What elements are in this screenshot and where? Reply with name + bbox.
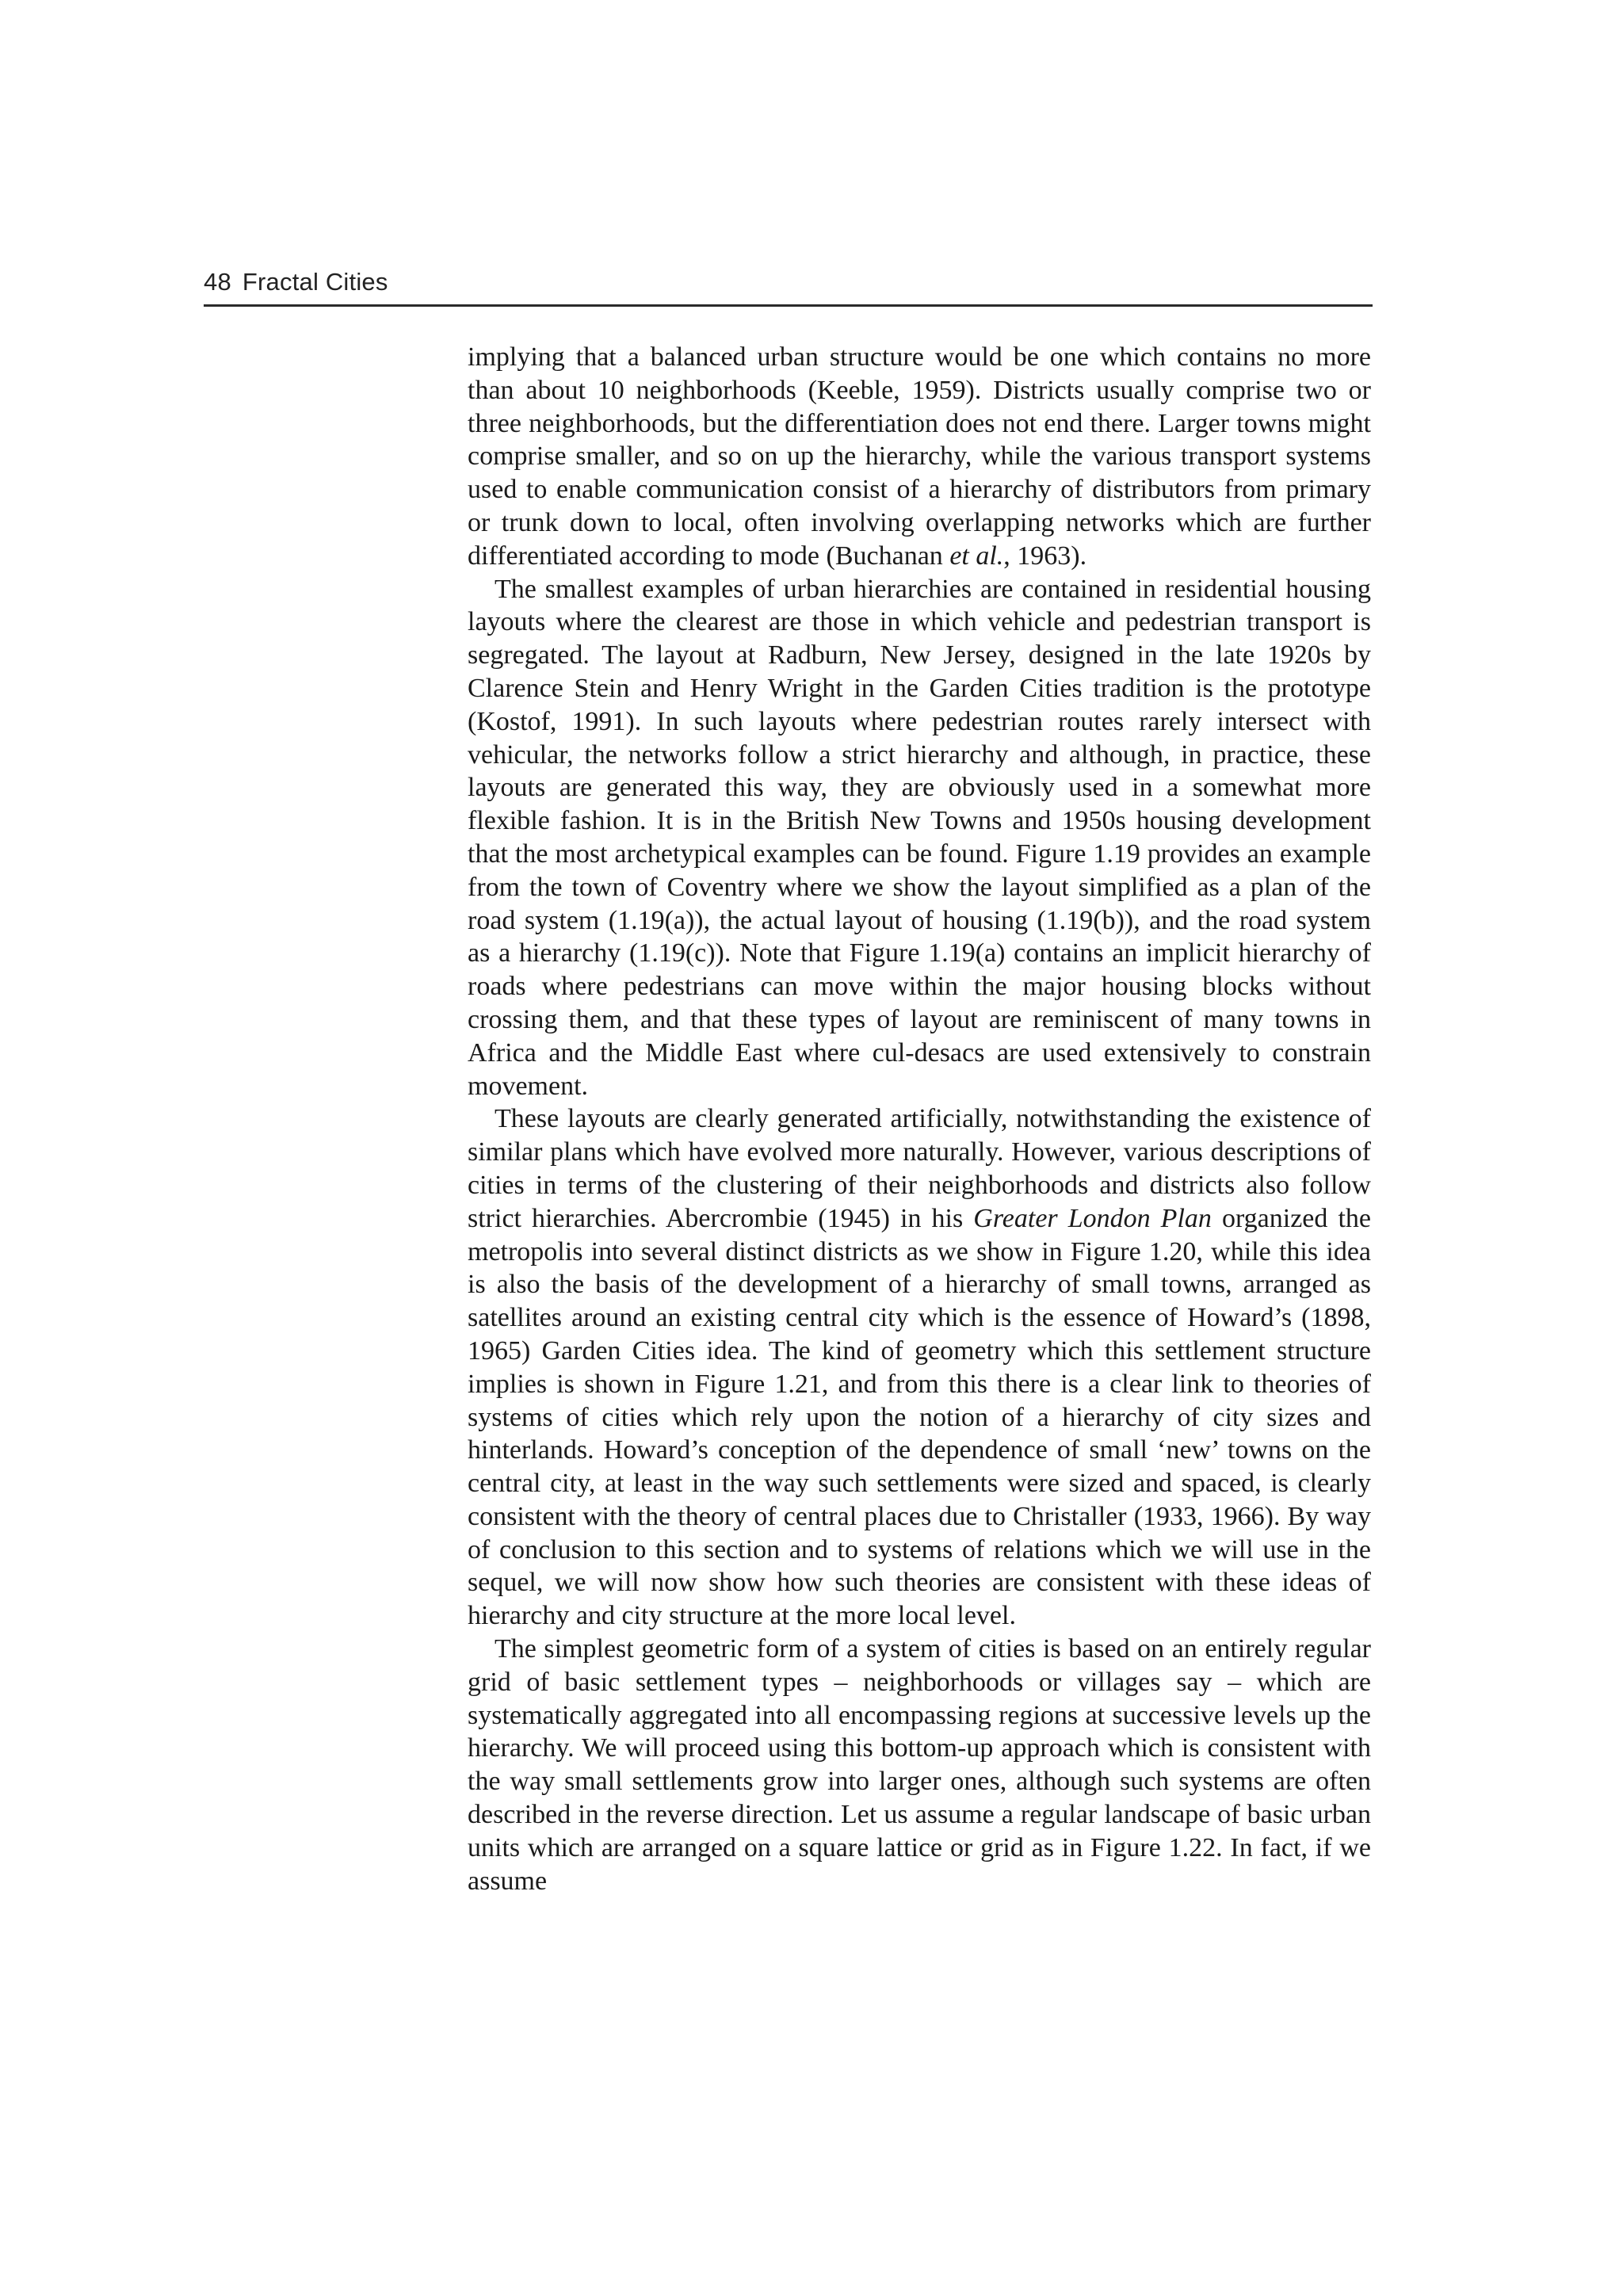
book-title-greater-london-plan: Greater London Plan: [973, 1203, 1212, 1233]
paragraph-4-text: The simplest geometric form of a system of cities is based on an entirely regular grid of basic settlement types – neighborhoods or villages say – which are systematically aggregated into all encompassing regions at successive levels up the hierarchy. We will proceed using this bottom-up approach which is consistent with the way small settlements grow into larger ones, although such systems are often described in the reverse direction. Let us assume a regular landscape of basic urban units which are arranged on a square lattice or grid as in Figure 1.22. In fact, if we assume: [468, 1634, 1371, 1896]
body-text: [468, 341, 1371, 1897]
paragraph-4: [468, 1633, 1371, 1897]
page-number: 48: [204, 268, 231, 296]
paragraph-2: [468, 573, 1371, 1103]
header-rule: [204, 304, 1373, 307]
paragraph-3: [468, 1102, 1371, 1633]
paragraph-1-tail: , 1963).: [1003, 541, 1087, 571]
running-title: Fractal Cities: [242, 268, 388, 296]
paragraph-3-tail: organized the metropolis into several distinct districts as we show in Figure 1.20, while this idea is also the basis of the development of a hierarchy of small towns, arranged as satellites around an existing central city which is the essence of Howard’s (1898, 1965) Garden Cities idea. The kind of geometry which this settlement structure implies is shown in Figure 1.21, and from this there is a clear link to theories of systems of cities which rely upon the notion of a hierarchy of city sizes and hinterlands. Howard’s conception of the dependence of small ‘new’ towns on the central city, at least in the way such settlements were sized and spaced, is clearly consistent with the theory of central places due to Christaller (1933, 1966). By way of conclusion to this section and to systems of relations which we will use in the sequel, we will now show how such theories are consistent with these ideas of hierarchy and city structure at the more local level.: [468, 1203, 1371, 1631]
paragraph-3-text: These layouts are clearly generated artificially, notwithstanding the existence of similar plans which have evolved more naturally. However, various descriptions of cities in terms of the clustering of their neighborhoods and districts also follow strict hierarchies. Abercrombie (1945) in his: [468, 1104, 1371, 1233]
paragraph-1-text: implying that a balanced urban structure would be one which contains no more than about 10 neighborhoods (Keeble, 1959). Districts usually comprise two or three neighborhoods, but the differentiation does not end there. Larger towns might comprise smaller, and so on up the hierarchy, while the various transport systems used to enable communication consist of a hierarchy of distributors from primary or trunk down to local, often involving overlapping networks which are further differentiated according to mode (Buchanan: [468, 342, 1371, 571]
paragraph-1: [468, 341, 1371, 573]
paragraph-2-text: The smallest examples of urban hierarchies are contained in residential housing layouts where the clearest are those in which vehicle and pedestrian transport is segregated. The layout at Radburn, New Jersey, designed in the late 1920s by Clarence Stein and Henry Wright in the Garden Cities tradition is the prototype (Kostof, 1991). In such layouts where pedestrian routes rarely intersect with vehicular, the networks follow a strict hierarchy and although, in practice, these layouts are generated this way, they are obviously used in a somewhat more flexible fashion. It is in the British New Towns and 1950s housing development that the most archetypical examples can be found. Figure 1.19 provides an example from the town of Coventry where we show the layout simplified as a plan of the road system (1.19(a)), the actual layout of housing (1.19(b)), and the road system as a hierarchy (1.19(c)). Note that Figure 1.19(a) contains an implicit hierarchy of roads where pedestrians can move within the major housing blocks without crossing them, and that these types of layout are reminiscent of many towns in Africa and the Middle East where cul-desacs are used extensively to constrain movement.: [468, 574, 1371, 1101]
citation-et-al: et al.: [949, 541, 1004, 571]
running-head: [204, 268, 388, 296]
